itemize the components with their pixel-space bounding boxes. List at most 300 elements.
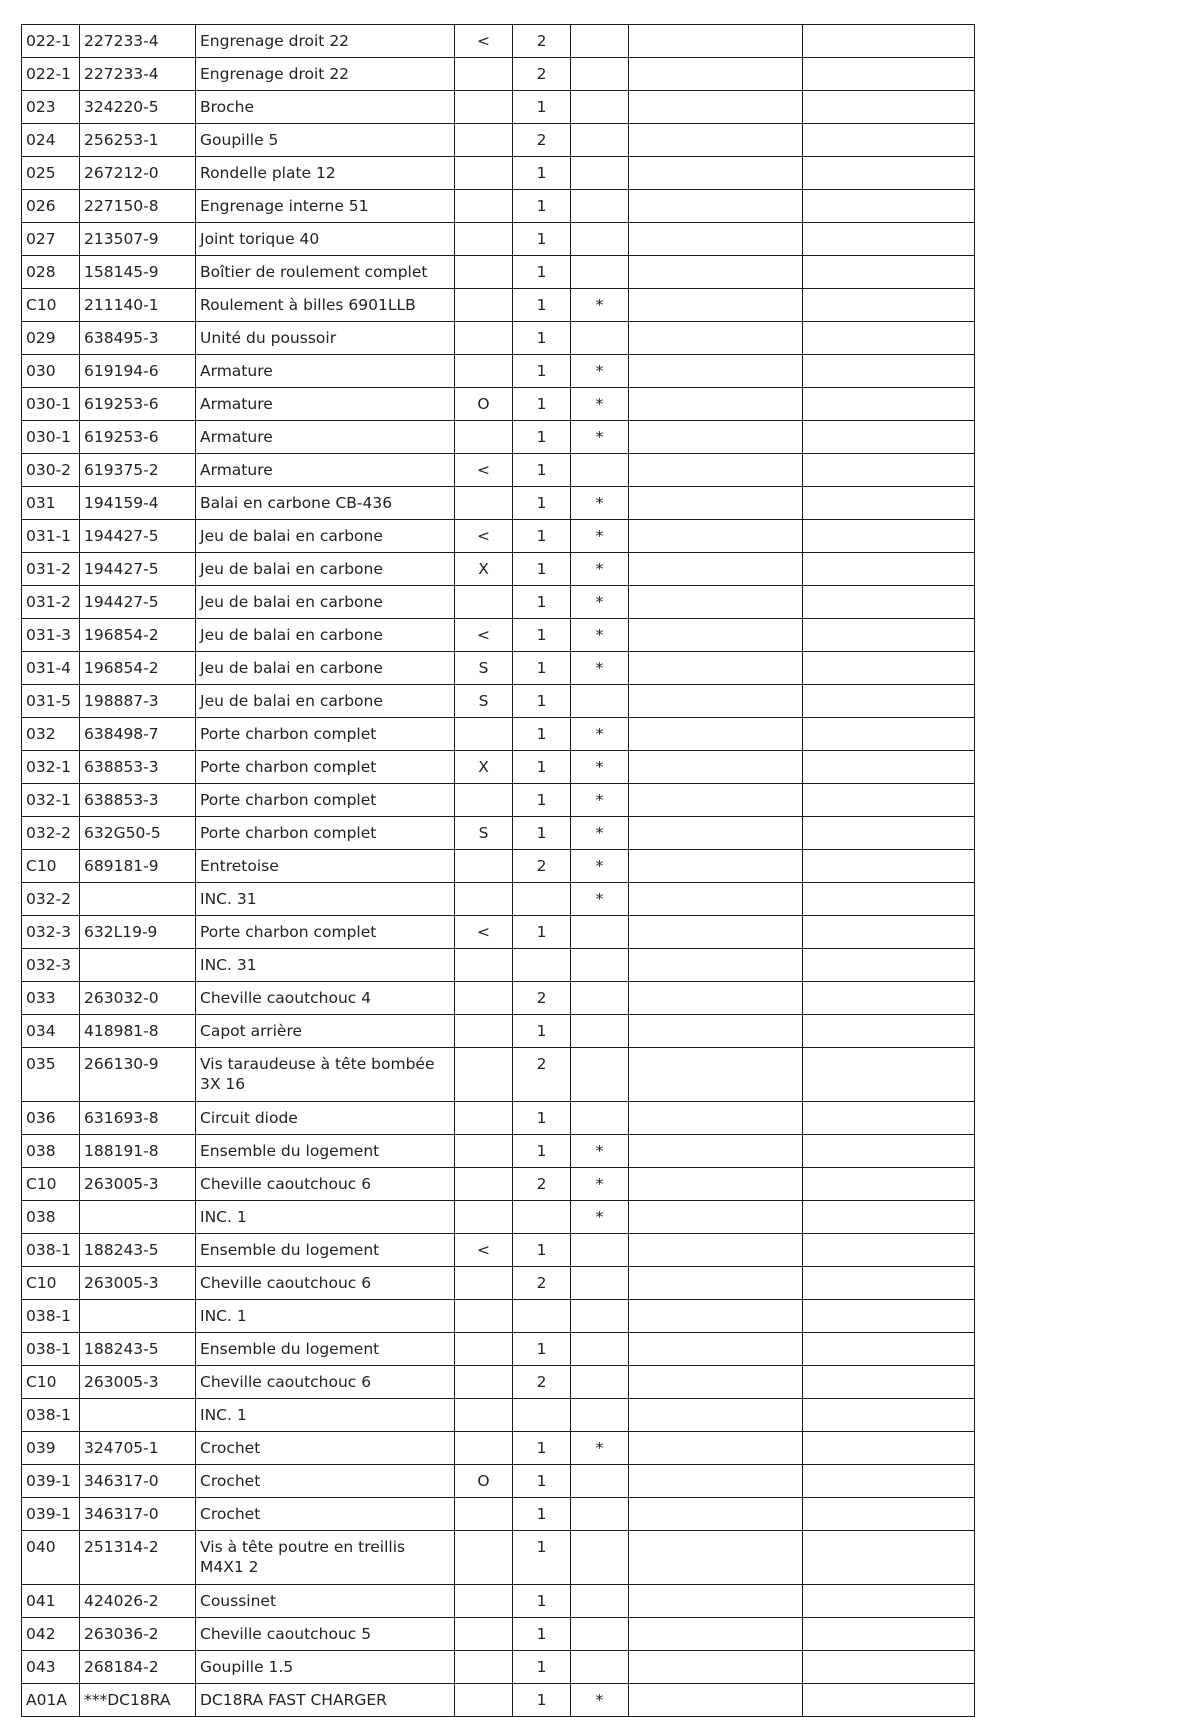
code-cell [455,1618,513,1651]
ref-cell: 025 [22,157,80,190]
quantity-cell: 1 [513,817,571,850]
ref-cell: 040 [22,1531,80,1585]
note-cell: * [571,586,629,619]
empty-cell [803,190,975,223]
description-cell: Cheville caoutchouc 5 [196,1618,455,1651]
ref-cell: C10 [22,850,80,883]
quantity-cell: 1 [513,223,571,256]
code-cell [455,718,513,751]
empty-cell [629,454,803,487]
note-cell [571,1015,629,1048]
part-number-cell: 638498-7 [80,718,196,751]
description-cell: Boîtier de roulement complet [196,256,455,289]
quantity-cell: 1 [513,355,571,388]
quantity-cell: 1 [513,421,571,454]
empty-cell [803,1399,975,1432]
empty-cell [803,520,975,553]
table-row [22,1651,975,1684]
empty-cell [629,223,803,256]
note-cell [571,1366,629,1399]
empty-cell [629,421,803,454]
note-cell: * [571,487,629,520]
table-row [22,1399,975,1432]
code-cell [455,91,513,124]
description-cell: Porte charbon complet [196,916,455,949]
ref-cell: 038-1 [22,1234,80,1267]
ref-cell: 031-2 [22,553,80,586]
empty-cell [629,751,803,784]
table-row [22,289,975,322]
description-cell: Joint torique 40 [196,223,455,256]
description-cell: Porte charbon complet [196,784,455,817]
ref-cell: 036 [22,1102,80,1135]
table-row [22,553,975,586]
code-cell: S [455,685,513,718]
quantity-cell: 1 [513,1234,571,1267]
part-number-cell: 227150-8 [80,190,196,223]
table-row [22,1168,975,1201]
description-cell: Porte charbon complet [196,751,455,784]
note-cell [571,1267,629,1300]
empty-cell [629,388,803,421]
ref-cell: 041 [22,1585,80,1618]
ref-cell: 038-1 [22,1399,80,1432]
empty-cell [629,25,803,58]
ref-cell: 032 [22,718,80,751]
empty-cell [629,982,803,1015]
code-cell: < [455,25,513,58]
empty-cell [629,487,803,520]
empty-cell [629,256,803,289]
table-row [22,1135,975,1168]
empty-cell [629,322,803,355]
quantity-cell: 1 [513,1465,571,1498]
part-number-cell: 424026-2 [80,1585,196,1618]
part-number-cell [80,1300,196,1333]
code-cell [455,256,513,289]
quantity-cell: 1 [513,751,571,784]
part-number-cell: 346317-0 [80,1498,196,1531]
description-cell: Engrenage droit 22 [196,25,455,58]
ref-cell: 039-1 [22,1498,80,1531]
empty-cell [803,91,975,124]
table-row [22,388,975,421]
quantity-cell: 1 [513,784,571,817]
ref-cell: 028 [22,256,80,289]
description-cell: Jeu de balai en carbone [196,685,455,718]
note-cell [571,1048,629,1102]
ref-cell: C10 [22,289,80,322]
empty-cell [629,1135,803,1168]
code-cell [455,1015,513,1048]
code-cell [455,1366,513,1399]
table-row [22,652,975,685]
quantity-cell: 1 [513,1618,571,1651]
code-cell [455,289,513,322]
part-number-cell: 194159-4 [80,487,196,520]
description-cell: Rondelle plate 12 [196,157,455,190]
table-row [22,256,975,289]
description-cell: Vis taraudeuse à tête bombée 3X 16 [196,1048,455,1102]
ref-cell: 026 [22,190,80,223]
code-cell: X [455,751,513,784]
empty-cell [803,817,975,850]
empty-cell [629,91,803,124]
empty-cell [803,1366,975,1399]
empty-cell [629,718,803,751]
code-cell [455,784,513,817]
empty-cell [803,256,975,289]
ref-cell: 039-1 [22,1465,80,1498]
quantity-cell: 2 [513,25,571,58]
table-row [22,1015,975,1048]
ref-cell: 024 [22,124,80,157]
quantity-cell: 1 [513,619,571,652]
table-row [22,91,975,124]
note-cell: * [571,883,629,916]
empty-cell [629,124,803,157]
empty-cell [803,322,975,355]
note-cell: * [571,520,629,553]
part-number-cell: 632L19-9 [80,916,196,949]
table-row [22,850,975,883]
code-cell [455,157,513,190]
note-cell: * [571,850,629,883]
ref-cell: 031-5 [22,685,80,718]
code-cell [455,487,513,520]
note-cell [571,157,629,190]
quantity-cell: 1 [513,1498,571,1531]
description-cell: Cheville caoutchouc 6 [196,1366,455,1399]
note-cell: * [571,289,629,322]
code-cell [455,1168,513,1201]
note-cell: * [571,619,629,652]
note-cell [571,1465,629,1498]
description-cell: Circuit diode [196,1102,455,1135]
table-row [22,1048,975,1102]
parts-table-body [22,25,975,1717]
description-cell: INC. 31 [196,883,455,916]
table-row [22,1585,975,1618]
empty-cell [629,1585,803,1618]
code-cell [455,223,513,256]
empty-cell [629,916,803,949]
ref-cell: C10 [22,1366,80,1399]
table-row [22,1618,975,1651]
quantity-cell: 1 [513,1432,571,1465]
quantity-cell: 2 [513,1048,571,1102]
quantity-cell: 1 [513,1531,571,1585]
note-cell [571,91,629,124]
quantity-cell: 1 [513,1585,571,1618]
empty-cell [629,1618,803,1651]
code-cell [455,1432,513,1465]
ref-cell: C10 [22,1168,80,1201]
empty-cell [803,718,975,751]
empty-cell [803,487,975,520]
part-number-cell: 619253-6 [80,421,196,454]
ref-cell: 032-3 [22,949,80,982]
table-row [22,817,975,850]
part-number-cell: 263005-3 [80,1168,196,1201]
table-row [22,190,975,223]
ref-cell: 029 [22,322,80,355]
code-cell: < [455,454,513,487]
empty-cell [803,883,975,916]
empty-cell [803,949,975,982]
description-cell: Ensemble du logement [196,1135,455,1168]
description-cell: Porte charbon complet [196,817,455,850]
empty-cell [629,1300,803,1333]
quantity-cell: 1 [513,520,571,553]
quantity-cell: 1 [513,1135,571,1168]
code-cell: < [455,916,513,949]
part-number-cell: 638853-3 [80,751,196,784]
empty-cell [803,355,975,388]
part-number-cell: 213507-9 [80,223,196,256]
ref-cell: 031-1 [22,520,80,553]
code-cell: < [455,619,513,652]
ref-cell: 030-1 [22,421,80,454]
part-number-cell: 266130-9 [80,1048,196,1102]
code-cell [455,1201,513,1234]
table-row [22,25,975,58]
description-cell: Ensemble du logement [196,1234,455,1267]
empty-cell [629,1234,803,1267]
table-row [22,520,975,553]
code-cell [455,1267,513,1300]
note-cell: * [571,1684,629,1717]
part-number-cell: 188243-5 [80,1333,196,1366]
quantity-cell: 1 [513,652,571,685]
empty-cell [629,817,803,850]
description-cell: Armature [196,421,455,454]
note-cell [571,1618,629,1651]
part-number-cell: 194427-5 [80,520,196,553]
description-cell: Capot arrière [196,1015,455,1048]
note-cell: * [571,388,629,421]
empty-cell [629,1201,803,1234]
description-cell: INC. 31 [196,949,455,982]
table-row [22,586,975,619]
empty-cell [803,388,975,421]
description-cell: Goupille 5 [196,124,455,157]
empty-cell [803,1201,975,1234]
note-cell: * [571,1432,629,1465]
quantity-cell [513,1399,571,1432]
ref-cell: 030-1 [22,388,80,421]
code-cell [455,58,513,91]
empty-cell [803,1300,975,1333]
code-cell [455,1585,513,1618]
table-row [22,1234,975,1267]
empty-cell [803,1465,975,1498]
note-cell [571,223,629,256]
empty-cell [629,1168,803,1201]
empty-cell [629,157,803,190]
quantity-cell: 1 [513,91,571,124]
empty-cell [629,652,803,685]
empty-cell [629,1465,803,1498]
note-cell: * [571,652,629,685]
empty-cell [629,553,803,586]
part-number-cell: 619253-6 [80,388,196,421]
empty-cell [629,1102,803,1135]
empty-cell [803,1684,975,1717]
table-row [22,157,975,190]
empty-cell [629,1267,803,1300]
part-number-cell: 256253-1 [80,124,196,157]
note-cell [571,58,629,91]
empty-cell [629,520,803,553]
note-cell: * [571,718,629,751]
quantity-cell [513,949,571,982]
note-cell: * [571,784,629,817]
empty-cell [629,1366,803,1399]
ref-cell: 031-3 [22,619,80,652]
part-number-cell: 227233-4 [80,25,196,58]
part-number-cell: 194427-5 [80,553,196,586]
part-number-cell: 268184-2 [80,1651,196,1684]
description-cell: Armature [196,454,455,487]
description-cell: Balai en carbone CB-436 [196,487,455,520]
ref-cell: 034 [22,1015,80,1048]
empty-cell [629,1531,803,1585]
quantity-cell: 1 [513,1015,571,1048]
part-number-cell: 346317-0 [80,1465,196,1498]
part-number-cell: 631693-8 [80,1102,196,1135]
ref-cell: 038-1 [22,1300,80,1333]
part-number-cell: 196854-2 [80,619,196,652]
ref-cell: A01A [22,1684,80,1717]
empty-cell [803,1333,975,1366]
ref-cell: 035 [22,1048,80,1102]
code-cell [455,949,513,982]
code-cell [455,586,513,619]
quantity-cell: 2 [513,58,571,91]
empty-cell [803,1267,975,1300]
empty-cell [803,289,975,322]
empty-cell [629,1048,803,1102]
code-cell [455,421,513,454]
code-cell [455,1651,513,1684]
description-cell: Crochet [196,1498,455,1531]
part-number-cell: 211140-1 [80,289,196,322]
description-cell: Unité du poussoir [196,322,455,355]
empty-cell [629,1684,803,1717]
table-row [22,1333,975,1366]
note-cell [571,1234,629,1267]
part-number-cell: 632G50-5 [80,817,196,850]
quantity-cell: 1 [513,1102,571,1135]
table-row [22,883,975,916]
empty-cell [629,586,803,619]
note-cell [571,124,629,157]
empty-cell [803,1015,975,1048]
empty-cell [629,1399,803,1432]
description-cell: Porte charbon complet [196,718,455,751]
table-row [22,355,975,388]
ref-cell: 027 [22,223,80,256]
empty-cell [803,454,975,487]
code-cell [455,1048,513,1102]
empty-cell [803,850,975,883]
table-row [22,751,975,784]
empty-cell [803,1048,975,1102]
part-number-cell: 196854-2 [80,652,196,685]
quantity-cell: 1 [513,685,571,718]
code-cell [455,1135,513,1168]
code-cell [455,355,513,388]
note-cell [571,1585,629,1618]
quantity-cell: 1 [513,157,571,190]
table-row [22,1684,975,1717]
part-number-cell: 251314-2 [80,1531,196,1585]
note-cell: * [571,1201,629,1234]
empty-cell [803,1651,975,1684]
empty-cell [803,1585,975,1618]
description-cell: INC. 1 [196,1201,455,1234]
code-cell [455,1498,513,1531]
ref-cell: 030 [22,355,80,388]
ref-cell: 030-2 [22,454,80,487]
quantity-cell: 1 [513,916,571,949]
empty-cell [803,157,975,190]
description-cell: Engrenage interne 51 [196,190,455,223]
empty-cell [803,751,975,784]
quantity-cell [513,1201,571,1234]
table-row [22,1201,975,1234]
ref-cell: 022-1 [22,58,80,91]
ref-cell: 032-2 [22,883,80,916]
empty-cell [629,1432,803,1465]
empty-cell [803,1168,975,1201]
description-cell: Cheville caoutchouc 4 [196,982,455,1015]
note-cell [571,982,629,1015]
empty-cell [803,553,975,586]
empty-cell [803,124,975,157]
description-cell: Ensemble du logement [196,1333,455,1366]
note-cell [571,190,629,223]
table-row [22,949,975,982]
note-cell [571,1531,629,1585]
code-cell [455,1300,513,1333]
code-cell [455,1102,513,1135]
code-cell [455,1399,513,1432]
part-number-cell: 689181-9 [80,850,196,883]
empty-cell [803,685,975,718]
code-cell [455,322,513,355]
note-cell [571,1300,629,1333]
note-cell: * [571,817,629,850]
ref-cell: 032-3 [22,916,80,949]
empty-cell [803,1432,975,1465]
code-cell: < [455,1234,513,1267]
description-cell: Crochet [196,1465,455,1498]
part-number-cell: 619194-6 [80,355,196,388]
note-cell: * [571,1168,629,1201]
empty-cell [629,1015,803,1048]
ref-cell: 043 [22,1651,80,1684]
table-row [22,1498,975,1531]
code-cell: S [455,817,513,850]
part-number-cell: 638853-3 [80,784,196,817]
code-cell [455,124,513,157]
code-cell [455,190,513,223]
empty-cell [629,1651,803,1684]
table-row [22,1102,975,1135]
note-cell [571,454,629,487]
